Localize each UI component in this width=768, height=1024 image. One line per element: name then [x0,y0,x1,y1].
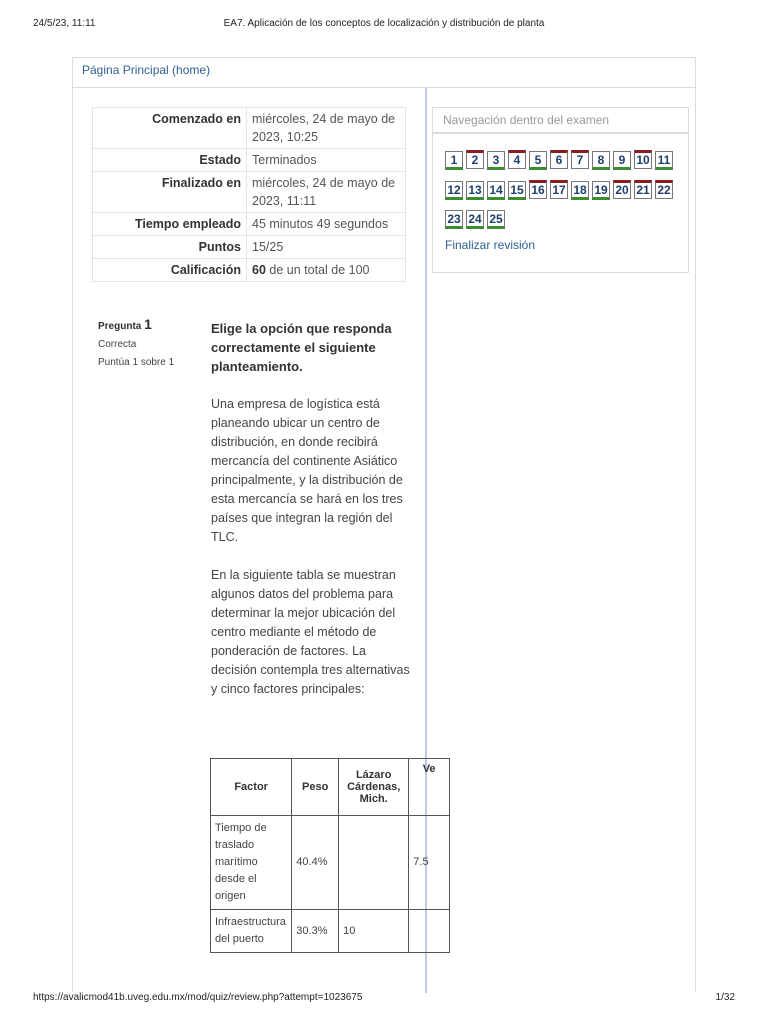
question-info [98,316,208,375]
factor-table-cell [409,910,450,953]
summary-row-grade [93,259,406,282]
quiz-nav-button-5[interactable]: 5 [529,151,547,170]
quiz-nav-button-1[interactable]: 1 [445,151,463,170]
factor-table-header: Lázaro Cárdenas, Mich. [339,759,409,816]
quiz-nav-button-24[interactable]: 24 [466,210,484,229]
quiz-nav-button-21[interactable]: 21 [634,180,652,199]
factor-table-cell [339,816,409,910]
quiz-nav-button-10[interactable]: 10 [634,150,652,169]
summary-value: 45 minutos 49 segundos [247,213,406,236]
quiz-nav-button-18[interactable]: 18 [571,181,589,200]
factor-table-row [211,910,450,953]
print-date: 24/5/23, 11:11 [33,18,96,29]
quiz-navigation-buttons [445,150,685,239]
factor-table [210,758,450,953]
factor-table-header: Factor [211,759,292,816]
summary-row [93,213,406,236]
summary-value: miércoles, 24 de mayo de 2023, 10:25 [247,108,406,149]
factor-table-cell: Tiempo de traslado marítimo desde el origen [211,816,292,910]
quiz-nav-button-8[interactable]: 8 [592,151,610,170]
question-number-value: 1 [144,316,152,332]
quiz-nav-button-13[interactable]: 13 [466,181,484,200]
quiz-nav-button-17[interactable]: 17 [550,180,568,199]
summary-row [93,236,406,259]
quiz-nav-button-20[interactable]: 20 [613,180,631,199]
print-title: EA7. Aplicación de los conceptos de localización y distribución de planta [223,18,545,29]
factor-table-row [211,816,450,910]
quiz-nav-button-25[interactable]: 25 [487,210,505,229]
summary-label: Estado [93,149,247,172]
quiz-nav-button-3[interactable]: 3 [487,151,505,170]
summary-value: Terminados [247,149,406,172]
grade-score: 60 [252,263,266,277]
summary-value: miércoles, 24 de mayo de 2023, 11:11 [247,172,406,213]
home-link[interactable]: Página Principal (home) [82,63,211,77]
factor-table-cell: 7.5 [409,816,450,910]
question-text [211,319,411,718]
question-paragraph-1: Una empresa de logística está planeando ubicar un centro de distribución, en donde recibirá mercancía del continente Asiático principalmente, y la distribución de esta mercancía se hará en los tres países que integran la región del TLC. [211,397,403,544]
breadcrumb [73,58,695,88]
quiz-nav-button-23[interactable]: 23 [445,210,463,229]
quiz-nav-button-2[interactable]: 2 [466,150,484,169]
factor-table-cell: 30.3% [292,910,339,953]
print-header [0,18,768,32]
summary-label: Finalizado en [93,172,247,213]
quiz-nav-button-14[interactable]: 14 [487,181,505,200]
factor-table-header: Ve [409,759,450,816]
factor-table-wrapper [210,758,436,978]
print-page-count: 1/32 [715,992,735,1003]
quiz-nav-button-11[interactable]: 11 [655,151,673,170]
quiz-nav-button-12[interactable]: 12 [445,181,463,200]
question-number [98,316,208,332]
factor-table-cell: 40.4% [292,816,339,910]
quiz-nav-button-6[interactable]: 6 [550,150,568,169]
quiz-nav-button-15[interactable]: 15 [508,181,526,200]
summary-label: Puntos [93,236,247,259]
quiz-nav-button-22[interactable]: 22 [655,180,673,199]
finish-review-link[interactable]: Finalizar revisión [445,238,536,252]
summary-row [93,149,406,172]
print-url: https://avalicmod41b.uveg.edu.mx/mod/quiz/review.php?attempt=1023675 [33,992,363,1003]
question-paragraph-2: En la siguiente tabla se muestran algunos datos del problema para determinar la mejor ubicación del centro mediante el método de ponderación de factores. La decisión contempla tres alternativas y cinco factores principales: [211,568,410,696]
grade-rest: de un total de 100 [269,263,370,277]
summary-label: Comenzado en [93,108,247,149]
question-label: Pregunta [98,321,142,332]
attempt-summary-table [92,107,406,282]
question-status: Correcta [98,339,137,350]
grade-value [247,259,406,282]
summary-row [93,172,406,213]
quiz-nav-button-4[interactable]: 4 [508,150,526,169]
question-stem: Elige la opción que responda correctamente el siguiente planteamiento. [211,321,392,374]
quiz-navigation-block [432,107,689,273]
summary-value: 15/25 [247,236,406,259]
summary-row [93,108,406,149]
summary-label: Tiempo empleado [93,213,247,236]
quiz-navigation-title: Navegación dentro del examen [433,108,688,134]
grade-label: Calificación [93,259,247,282]
quiz-nav-button-7[interactable]: 7 [571,150,589,169]
quiz-nav-button-19[interactable]: 19 [592,181,610,200]
question-score: Puntúa 1 sobre 1 [98,357,175,368]
quiz-review-frame [72,57,696,992]
factor-table-cell: 10 [339,910,409,953]
quiz-nav-button-9[interactable]: 9 [613,151,631,170]
factor-table-header: Peso [292,759,339,816]
factor-table-cell: Infraestructura del puerto [211,910,292,953]
quiz-nav-button-16[interactable]: 16 [529,180,547,199]
